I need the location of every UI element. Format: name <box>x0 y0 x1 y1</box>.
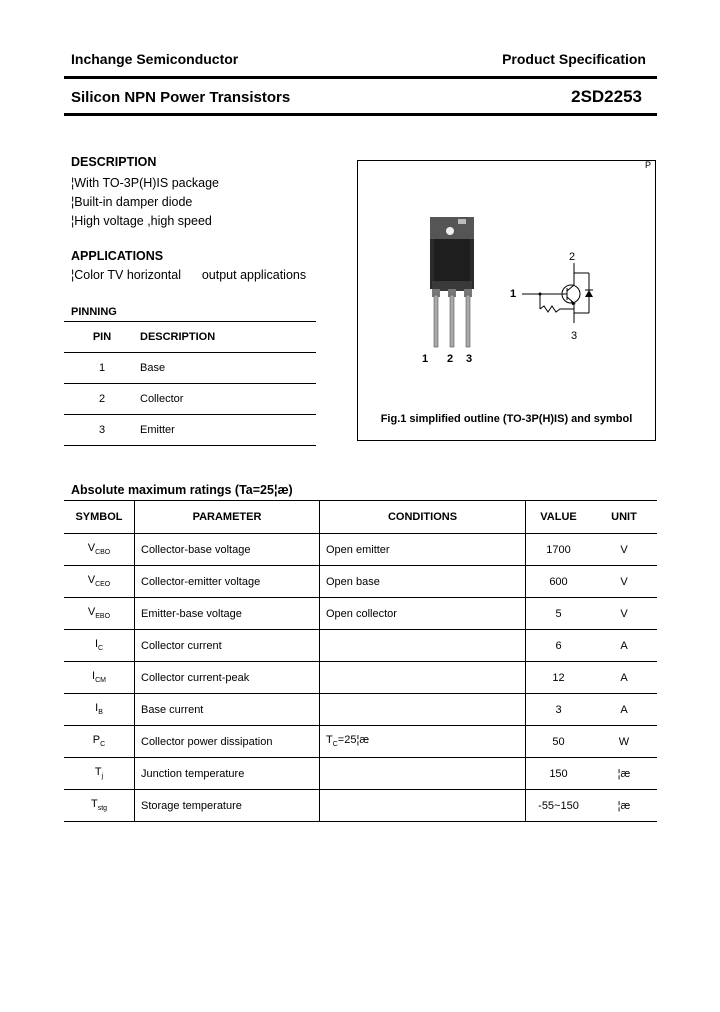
symbol-pin-emitter: 3 <box>571 330 578 342</box>
applications-title: APPLICATIONS <box>71 249 164 263</box>
description-title: DESCRIPTION <box>71 155 157 169</box>
table-row: $V_{EBO}$ Emitter-base voltage Open collector 5 V <box>64 598 657 630</box>
table-row: $I_{CM}$ Collector current-peak 12 A <box>64 662 657 694</box>
pinning-title: PINNING <box>71 306 117 318</box>
company-name: Inchange Semiconductor <box>71 51 239 67</box>
col-unit: UNIT <box>591 501 657 534</box>
symbol-pin-base: 1 <box>510 288 517 300</box>
table-row: 3 Emitter <box>64 415 316 446</box>
table-row: 1 Base <box>64 353 316 384</box>
package-pin-label-2: 2 <box>447 353 454 365</box>
table-row: $V_{CBO}$ Collector-base voltage Open emitter 1700 V <box>64 534 657 566</box>
package-pin-label-1: 1 <box>422 353 429 365</box>
table-row: 2 Collector <box>64 384 316 415</box>
list-item: ¦With TO-3P(H)IS package <box>71 176 219 190</box>
table-row: $T_j$ Junction temperature 150 ¦æ <box>64 758 657 790</box>
doc-type: Product Specification <box>502 51 646 67</box>
corner-mark: P <box>644 160 651 170</box>
col-conditions: CONDITIONS <box>320 501 526 534</box>
col-parameter: PARAMETER <box>135 501 320 534</box>
figure-box <box>357 160 656 441</box>
product-line: Silicon NPN Power Transistors <box>71 89 291 106</box>
symbol-pin-collector: 2 <box>569 251 576 263</box>
ratings-table <box>64 500 657 822</box>
table-row: $I_B$ Base current 3 A <box>64 694 657 726</box>
pinning-table <box>64 321 316 446</box>
table-row: $T_{stg}$ Storage temperature -55~150 ¦æ <box>64 790 657 822</box>
figure-caption: Fig.1 simplified outline (TO-3P(H)IS) and symbol <box>380 413 633 425</box>
part-number: 2SD2253 <box>571 87 642 106</box>
package-pin-label-3: 3 <box>466 353 473 365</box>
list-item: ¦Built-in damper diode <box>71 195 193 209</box>
ratings-title: Absolute maximum ratings (Ta=25¦æ) <box>71 483 293 497</box>
header-rule-bottom <box>64 113 657 116</box>
pin-header: PIN <box>64 322 140 353</box>
header-rule-top <box>64 76 657 79</box>
table-row: $I_C$ Collector current 6 A <box>64 630 657 662</box>
list-item: ¦Color TV horizontal output applications <box>71 268 307 282</box>
list-item: ¦High voltage ,high speed <box>71 214 212 228</box>
package-outline-image <box>358 161 655 440</box>
desc-header: DESCRIPTION <box>140 322 316 353</box>
col-value: VALUE <box>526 501 592 534</box>
table-row: $V_{CEO}$ Collector-emitter voltage Open base 600 V <box>64 566 657 598</box>
table-row: $P_C$ Collector power dissipation $T_C=25¦æ$ 50 W <box>64 726 657 758</box>
description-list <box>71 174 219 231</box>
col-symbol: SYMBOL <box>64 501 135 534</box>
